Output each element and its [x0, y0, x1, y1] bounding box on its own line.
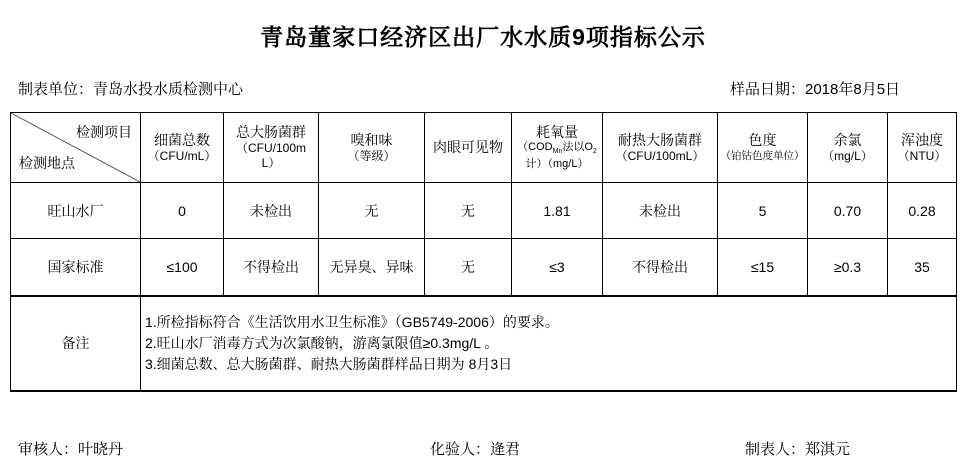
col-header-name: 浑浊度: [901, 131, 943, 148]
col-header-name: 细菌总数: [154, 131, 210, 148]
cell-residual-chlorine: ≥0.3: [808, 239, 888, 296]
remarks-content: [141, 296, 957, 391]
cell-visible-matter: 无: [425, 239, 512, 296]
cell-thermotolerant-coliform: 不得检出: [603, 239, 718, 296]
row-location: 国家标准: [11, 239, 141, 296]
cell-cod: ≤3: [512, 239, 603, 296]
col-header-unit: （CFU/100mL）: [235, 141, 306, 170]
cell-residual-chlorine: 0.70: [808, 183, 888, 239]
remarks-label: 备注: [11, 296, 141, 391]
col-header-unit: （mg/L）: [822, 148, 873, 163]
table-header-row: [11, 113, 957, 183]
meta-maker-unit: 制表单位：青岛水投水质检测中心: [18, 81, 244, 98]
footer-maker: 制表人：郑淇元: [745, 441, 851, 458]
footer-reviewer: 审核人：叶晓丹: [18, 441, 124, 458]
cell-bacteria-count: 0: [141, 183, 224, 239]
corner-label-location: 检测地点: [19, 155, 75, 171]
row-location: 旺山水厂: [11, 183, 141, 239]
cell-turbidity: 0.28: [888, 183, 957, 239]
col-header-unit: （等级）: [347, 148, 396, 163]
remark-line: 2.旺山水厂消毒方式为次氯酸钠，游离氯限值≥0.3mg/L 。: [145, 334, 499, 351]
corner-label-items: 检测项目: [76, 124, 132, 140]
cell-chroma: 5: [718, 183, 808, 239]
footer-tester: 化验人：逄君: [430, 441, 521, 458]
col-header-name: 嗅和味: [350, 131, 393, 148]
cell-turbidity: 35: [888, 239, 957, 296]
cell-bacteria-count: ≤100: [141, 239, 224, 296]
col-header-total-coliform: [224, 113, 319, 183]
cell-odor: 无异臭、异味: [319, 239, 425, 296]
col-header-odor: [319, 113, 425, 183]
col-header-unit: （CFU/100mL）: [615, 148, 705, 163]
col-header-name: 耗氧量: [536, 123, 578, 140]
remarks-row: [11, 296, 957, 391]
cell-total-coliform: 不得检出: [224, 239, 319, 296]
page-title: 青岛董家口经济区出厂水水质9项指标公示: [260, 24, 706, 50]
cell-cod: 1.81: [512, 183, 603, 239]
remark-line: 1.所检指标符合《生活饮用水卫生标准》（GB5749-2006）的要求。: [145, 313, 559, 330]
col-header-residual-chlorine: [808, 113, 888, 183]
col-header-thermotolerant-coliform: [603, 113, 718, 183]
row-wangshan-plant: [11, 183, 957, 239]
col-header-visible-matter: [425, 113, 512, 183]
col-header-name: 总大肠菌群: [236, 124, 306, 140]
cell-total-coliform: 未检出: [224, 183, 319, 239]
col-header-bacteria-count: [141, 113, 224, 183]
col-header-name: 余氯: [833, 131, 862, 148]
col-header-name: 肉眼可见物: [433, 139, 503, 155]
col-header-unit: （CFU/mL）: [147, 148, 217, 163]
row-national-standard: [11, 239, 957, 296]
remark-line: 3.细菌总数、总大肠菌群、耐热大肠菌群样品日期为 8月3日: [145, 355, 513, 372]
col-header-unit: （NTU）: [897, 148, 947, 163]
corner-cell: [11, 113, 141, 183]
cell-visible-matter: 无: [425, 183, 512, 239]
col-header-turbidity: [888, 113, 957, 183]
cell-thermotolerant-coliform: 未检出: [603, 183, 718, 239]
water-quality-table: [10, 112, 957, 392]
col-header-unit: （铂钴色度单位）: [720, 149, 805, 162]
col-header-chroma: [718, 113, 808, 183]
cod-unit: （$COD_{Mn}$法以$O_2$计）（mg/L）: [517, 140, 597, 171]
col-header-name: 色度: [748, 131, 777, 148]
meta-sample-date: 样品日期：2018年8月5日: [730, 81, 901, 98]
cell-odor: 无: [319, 183, 425, 239]
col-header-name: 耐热大肠菌群: [618, 131, 702, 148]
cell-chroma: ≤15: [718, 239, 808, 296]
col-header-cod: [512, 113, 603, 183]
